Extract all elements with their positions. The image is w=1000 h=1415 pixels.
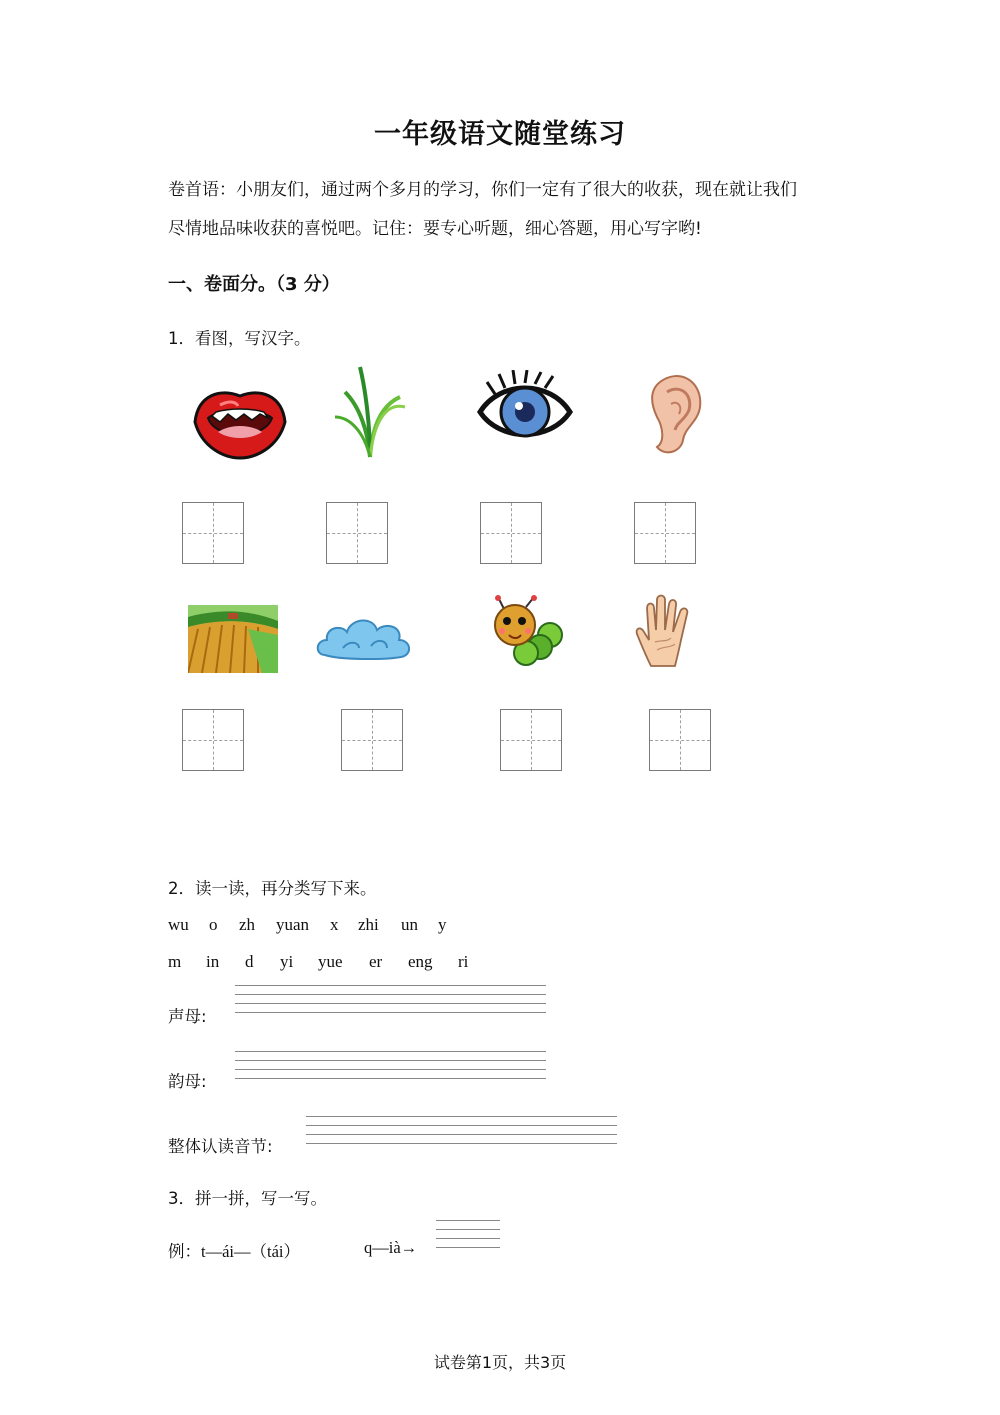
pinyin-row-1	[0, 915, 1000, 937]
pinyin-item: ri	[458, 952, 469, 971]
field-image	[188, 605, 278, 673]
pinyin-item: in	[206, 952, 220, 971]
question-2-label: 2．读一读，再分类写下来。	[168, 879, 377, 898]
pinyin-item: yi	[280, 952, 294, 971]
pinyin-item: o	[209, 915, 218, 934]
pinyin-item: d	[245, 952, 254, 971]
pinyin-item: zhi	[358, 915, 379, 934]
shengmu-label: 声母:	[168, 1007, 207, 1026]
pinyin-item: yue	[318, 952, 343, 971]
zhengti-writing-lines[interactable]	[306, 1116, 617, 1145]
hand-image	[635, 594, 695, 669]
writing-grid-5[interactable]	[182, 709, 244, 771]
pinyin-answer-lines[interactable]	[436, 1220, 500, 1249]
shengmu-writing-lines[interactable]	[235, 985, 546, 1014]
writing-grid-8[interactable]	[649, 709, 711, 771]
caterpillar-image	[490, 595, 568, 670]
section-1-heading: 一、卷面分。（3 分）	[168, 274, 340, 295]
eye-image	[475, 370, 575, 450]
pinyin-example: 例：t—ái—（tái）	[168, 1242, 300, 1261]
writing-grid-3[interactable]	[480, 502, 542, 564]
ear-image	[645, 372, 705, 457]
cloud-image	[315, 610, 413, 665]
pinyin-item: x	[330, 915, 339, 934]
pinyin-item: er	[369, 952, 383, 971]
pinyin-item: un	[401, 915, 418, 934]
writing-grid-7[interactable]	[500, 709, 562, 771]
writing-grid-6[interactable]	[341, 709, 403, 771]
pinyin-item: wu	[168, 915, 189, 934]
question-3-label: 3．拼一拼，写一写。	[168, 1189, 327, 1208]
intro-line-2: 尽情地品味收获的喜悦吧。记住：要专心听题，细心答题，用心写字哟!	[168, 219, 702, 239]
pinyin-task: q—ià→	[364, 1238, 418, 1257]
pinyin-row-2	[0, 952, 1000, 974]
pinyin-item: eng	[408, 952, 433, 971]
intro-line-1: 卷首语：小朋友们，通过两个多月的学习，你们一定有了很大的收获，现在就让我们	[168, 180, 797, 200]
yunmu-writing-lines[interactable]	[235, 1051, 546, 1080]
yunmu-label: 韵母:	[168, 1072, 207, 1091]
question-1-label: 1．看图，写汉字。	[168, 329, 311, 348]
writing-grid-2[interactable]	[326, 502, 388, 564]
grass-image	[330, 362, 410, 462]
mouth-image	[190, 370, 290, 465]
pinyin-item: zh	[239, 915, 256, 934]
writing-grid-1[interactable]	[182, 502, 244, 564]
page-footer: 试卷第1页，共3页	[433, 1353, 567, 1372]
page-title: 一年级语文随堂练习	[374, 119, 626, 150]
pinyin-item: yuan	[276, 915, 310, 934]
pinyin-item: m	[168, 952, 182, 971]
pinyin-item: y	[438, 915, 447, 934]
zhengti-label: 整体认读音节:	[168, 1137, 273, 1156]
writing-grid-4[interactable]	[634, 502, 696, 564]
